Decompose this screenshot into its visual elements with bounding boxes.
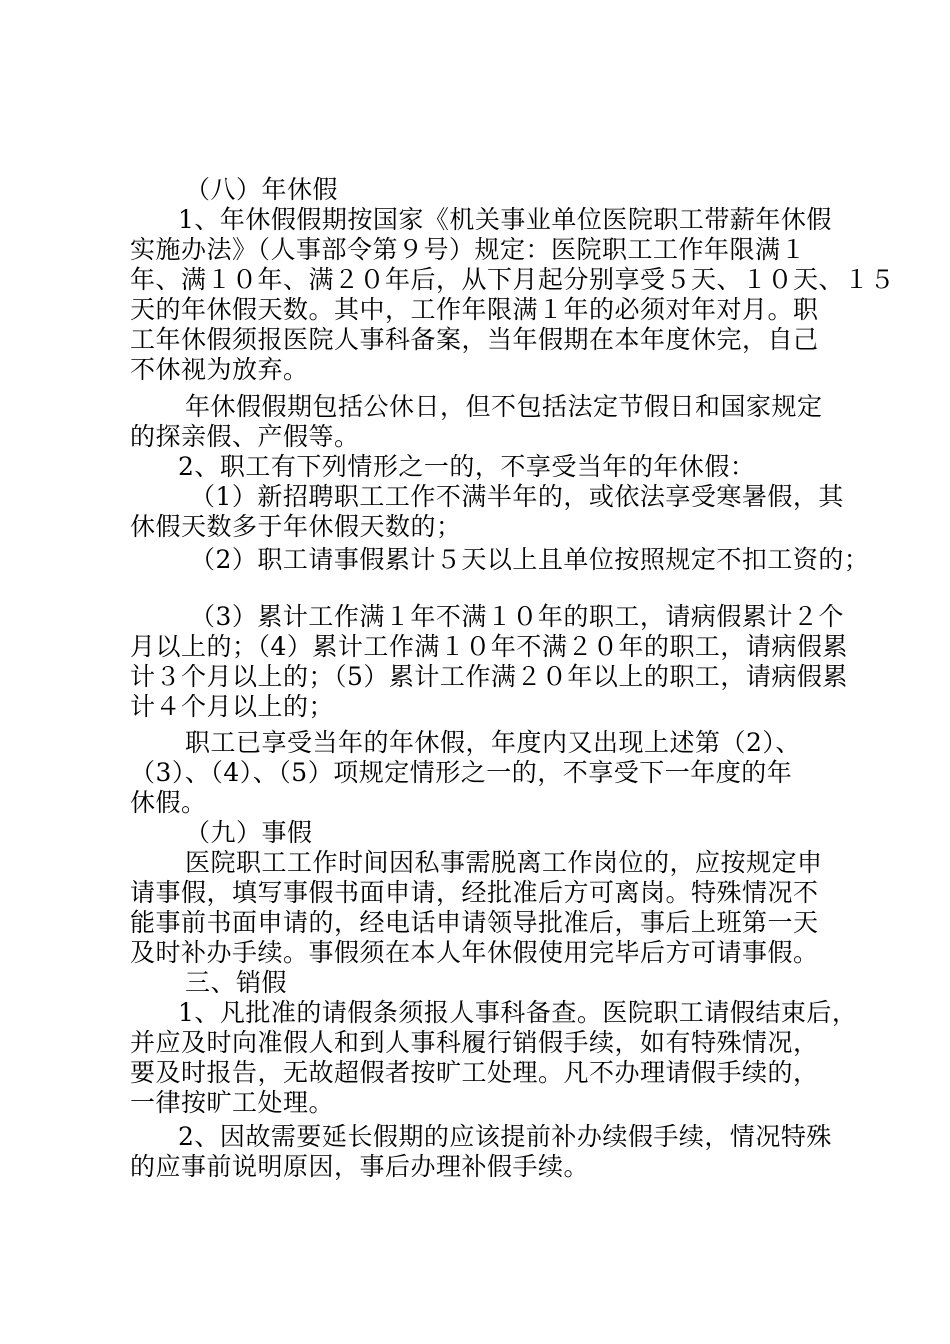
paragraph-line: 1、年休假假期按国家《机关事业单位医院职工带薪年休假 xyxy=(178,205,832,234)
section-heading-leave-cancellation: 三、销假 xyxy=(185,968,288,997)
paragraph-line: 年休假假期包括公休日，但不包括法定节假日和国家规定 xyxy=(185,392,823,421)
paragraph-line: 计３个月以上的；（5）累计工作满２０年以上的职工，请病假累 xyxy=(130,662,848,691)
paragraph-line: （1）新招聘职工工作不满半年的，或依法享受寒暑假，其 xyxy=(190,482,844,511)
paragraph-line: 及时补办手续。事假须在本人年休假使用完毕后方可请事假。 xyxy=(130,938,819,967)
paragraph-line: 工年休假须报医院人事科备案，当年假期在本年度休完，自己 xyxy=(130,325,819,354)
section-heading-annual-leave: （八）年休假 xyxy=(185,175,339,204)
paragraph-line: 一律按旷工处理。 xyxy=(130,1088,335,1117)
paragraph-line: 1、凡批准的请假条须报人事科备查。医院职工请假结束后， xyxy=(178,998,858,1027)
paragraph-line: 休假。 xyxy=(130,788,207,817)
paragraph-line: 实施办法》（人事部令第９号）规定：医院职工工作年限满１ xyxy=(130,235,807,264)
paragraph-line: 月以上的；（4）累计工作满１０年不满２０年的职工，请病假累 xyxy=(130,632,848,661)
paragraph-line: 2、职工有下列情形之一的，不享受当年的年休假： xyxy=(178,452,756,481)
paragraph-line: 请事假，填写事假书面申请，经批准后方可离岗。特殊情况不 xyxy=(130,878,819,907)
paragraph-line: （3）累计工作满１年不满１０年的职工，请病假累计２个 xyxy=(190,602,844,631)
paragraph-line: 职工已享受当年的年休假，年度内又出现上述第（2）、 xyxy=(185,728,801,757)
section-heading-personal-leave: （九）事假 xyxy=(185,818,313,847)
paragraph-line: 能事前书面申请的，经电话申请领导批准后，事后上班第一天 xyxy=(130,908,819,937)
paragraph-line: （3）、（4）、（5）项规定情形之一的，不享受下一年度的年 xyxy=(130,758,793,787)
paragraph-line: （2）职工请事假累计５天以上且单位按照规定不扣工资的； xyxy=(190,545,870,574)
paragraph-line: 的应事前说明原因，事后办理补假手续。 xyxy=(130,1152,590,1181)
paragraph-line: 2、因故需要延长假期的应该提前补办续假手续，情况特殊 xyxy=(178,1122,832,1151)
paragraph-line: 不休视为放弃。 xyxy=(130,355,309,384)
paragraph-line: 要及时报告，无故超假者按旷工处理。凡不办理请假手续的， xyxy=(130,1058,819,1087)
paragraph-line: 医院职工工作时间因私事需脱离工作岗位的，应按规定申 xyxy=(185,848,823,877)
paragraph-line: 年、满１０年、满２０年后，从下月起分别享受５天、１０天、１５ xyxy=(130,265,896,294)
paragraph-line: 的探亲假、产假等。 xyxy=(130,422,360,451)
paragraph-line: 天的年休假天数。其中，工作年限满１年的必须对年对月。职 xyxy=(130,295,819,324)
paragraph-line: 并应及时向准假人和到人事科履行销假手续，如有特殊情况， xyxy=(130,1028,819,1057)
paragraph-line: 休假天数多于年休假天数的； xyxy=(130,512,462,541)
paragraph-line: 计４个月以上的； xyxy=(130,692,335,721)
